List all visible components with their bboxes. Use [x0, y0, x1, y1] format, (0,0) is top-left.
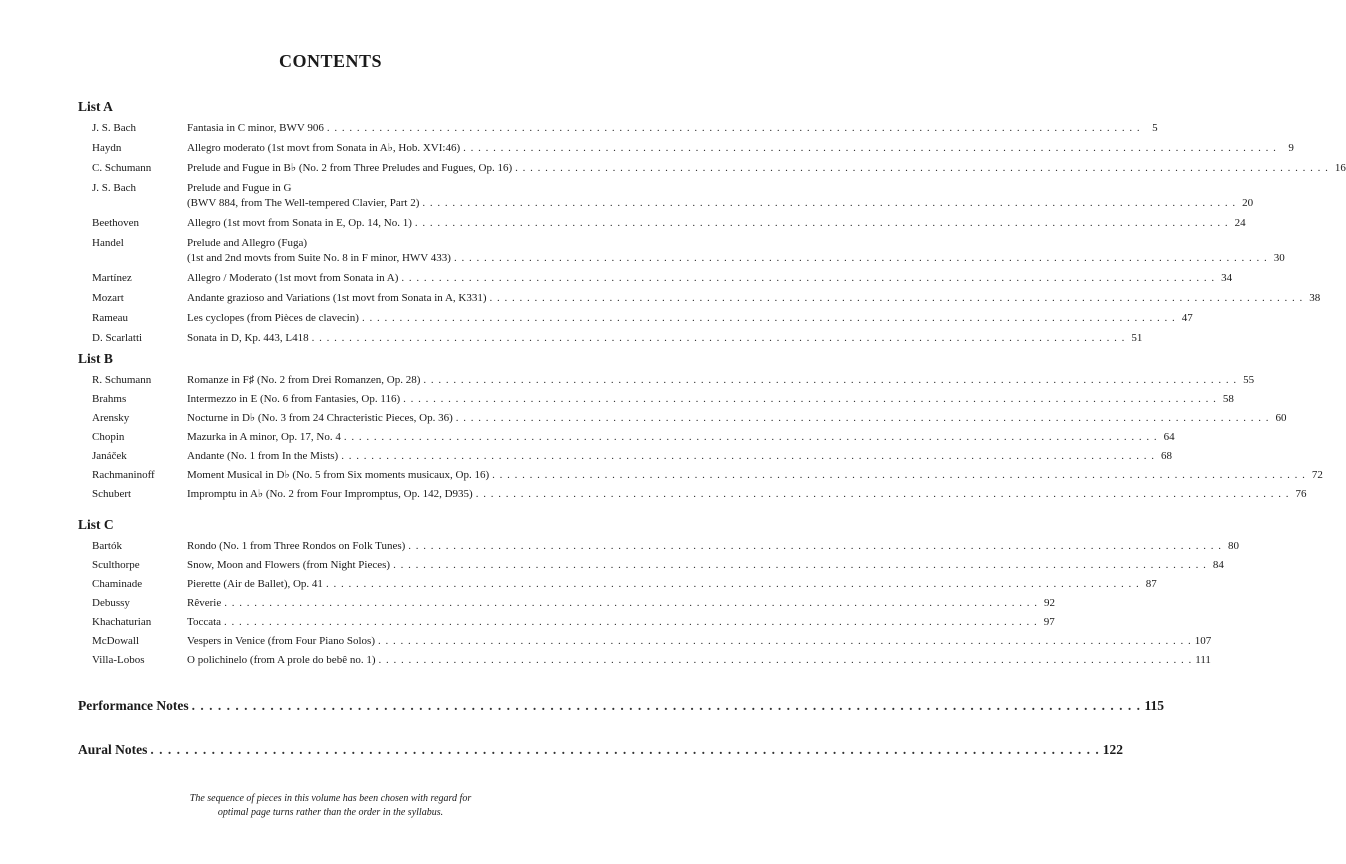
leader-dots	[338, 449, 1158, 464]
page-number: 30	[1273, 252, 1285, 264]
toc-entry	[78, 653, 1211, 668]
leader-dots	[376, 653, 1196, 668]
toc-entry	[78, 596, 1055, 611]
page-number: 58	[1222, 393, 1234, 405]
composer-name: C. Schumann	[92, 162, 152, 174]
toc-entry	[78, 291, 1321, 306]
leader-dots	[400, 392, 1220, 407]
leader-dots	[412, 216, 1232, 231]
work-title: Moment Musical in D♭ (No. 5 from Six moments musicaux, Op. 16)	[187, 469, 490, 481]
page-number: 5	[1152, 122, 1158, 134]
work-title: O polichinelo (from A prole do bebê no. 1)	[187, 654, 376, 666]
page-number: 76	[1295, 488, 1307, 500]
page-number: 72	[1311, 469, 1323, 481]
toc-entry	[78, 558, 1224, 573]
list-c-section	[78, 516, 1240, 668]
page-title: CONTENTS	[278, 51, 383, 71]
leader-dots	[512, 161, 1332, 176]
page-number: 80	[1228, 540, 1240, 552]
work-title: Sonata in D, Kp. 443, L418	[187, 332, 309, 344]
leader-dots	[420, 373, 1240, 388]
page-number: 84	[1212, 559, 1224, 571]
leader-dots	[405, 539, 1225, 554]
toc-entry	[78, 487, 1307, 502]
leader-dots	[390, 558, 1210, 573]
composer-name: Schubert	[92, 488, 132, 500]
work-title: Intermezzo in E (No. 6 from Fantasies, Op. 116)	[187, 393, 401, 405]
toc-entry	[78, 236, 1285, 266]
composer-name: R. Schumann	[92, 374, 152, 386]
toc-entry	[78, 430, 1175, 445]
work-subtitle: (1st and 2nd movts from Suite No. 8 in F minor, HWV 433)	[187, 252, 451, 264]
page-number: 24	[1234, 217, 1246, 229]
toc-entry	[78, 392, 1234, 407]
toc-entry	[78, 141, 1294, 156]
composer-name: Chopin	[92, 431, 125, 443]
work-title: Vespers in Venice (from Four Piano Solos)	[187, 635, 375, 647]
composer-name: J. S. Bach	[92, 182, 136, 194]
page-number: 64	[1163, 431, 1175, 443]
leader-dots	[221, 596, 1041, 611]
work-title: Andante (No. 1 from In the Mists)	[187, 450, 339, 462]
toc-entry	[78, 615, 1055, 630]
composer-name: Arensky	[92, 412, 130, 424]
leader-dots	[341, 430, 1161, 445]
work-title: Allegro (1st movt from Sonata in E, Op. 14, No. 1)	[187, 217, 412, 229]
work-title: Fantasia in C minor, BWV 906	[187, 122, 324, 134]
page-number: 16	[1334, 162, 1346, 174]
page-number: 38	[1309, 292, 1321, 304]
toc-entry	[78, 121, 1158, 136]
page-number: 87	[1145, 578, 1157, 590]
page-number: 111	[1195, 654, 1211, 666]
leader-dots	[147, 742, 1102, 758]
composer-name: Bartók	[92, 540, 122, 552]
composer-name: Mozart	[92, 292, 124, 304]
composer-name: Handel	[92, 237, 124, 249]
list-heading: List A	[78, 99, 113, 114]
toc-entry	[78, 373, 1255, 388]
work-title: Rêverie	[187, 597, 222, 609]
footnote-line: The sequence of pieces in this volume has been chosen with regard for	[189, 793, 472, 804]
work-subtitle: (BWV 884, from The Well-tempered Clavier, Part 2)	[187, 197, 420, 209]
composer-name: Martínez	[92, 272, 132, 284]
list-heading: List C	[78, 517, 114, 532]
work-title: Impromptu in A♭ (No. 2 from Four Impromptus, Op. 142, D935)	[187, 488, 473, 500]
toc-entry	[78, 411, 1287, 426]
composer-name: Beethoven	[92, 217, 140, 229]
composer-name: Brahms	[92, 393, 127, 405]
work-title: Les cyclopes (from Pièces de clavecin)	[187, 312, 359, 324]
toc-entry	[78, 216, 1246, 231]
composer-name: Chaminade	[92, 578, 143, 590]
toc-entry	[78, 577, 1157, 592]
toc-entry	[78, 539, 1240, 554]
performance-notes-label: Performance Notes	[78, 698, 189, 713]
page-number: 122	[1102, 742, 1123, 757]
leader-dots	[324, 121, 1144, 136]
leader-dots	[453, 411, 1273, 426]
toc-entry	[78, 331, 1143, 346]
toc-entry	[78, 449, 1172, 464]
footnote	[0, 792, 661, 820]
leader-dots	[419, 196, 1239, 211]
page-number: 55	[1243, 374, 1255, 386]
footnote-line: optimal page turns rather than the order in the syllabus.	[217, 807, 444, 818]
work-title: Prelude and Fugue in G	[187, 182, 292, 194]
leader-dots	[323, 577, 1143, 592]
composer-name: McDowall	[92, 635, 140, 647]
toc-entry	[78, 271, 1233, 286]
leader-dots	[189, 698, 1144, 714]
work-title: Snow, Moon and Flowers (from Night Pieces)	[187, 559, 391, 571]
toc-entry	[78, 468, 1323, 483]
leader-dots	[375, 634, 1195, 649]
aural-notes-entry	[78, 742, 1123, 758]
work-title: Prelude and Allegro (Fuga)	[187, 237, 308, 249]
work-title: Pierette (Air de Ballet), Op. 41	[187, 578, 323, 590]
leader-dots	[221, 615, 1041, 630]
work-title: Nocturne in D♭ (No. 3 from 24 Chracteristic Pieces, Op. 36)	[187, 412, 453, 424]
composer-name: Rameau	[92, 312, 129, 324]
leader-dots	[489, 468, 1309, 483]
work-title: Allegro moderato (1st movt from Sonata in A♭, Hob. XVI:46)	[187, 142, 461, 154]
leader-dots	[460, 141, 1280, 156]
work-title: Prelude and Fugue in B♭ (No. 2 from Three Preludes and Fugues, Op. 16)	[187, 162, 513, 174]
leader-dots	[487, 291, 1307, 306]
page-number: 9	[1288, 142, 1294, 154]
list-b-section	[78, 350, 1323, 502]
work-title: Toccata	[187, 616, 222, 628]
work-title: Allegro / Moderato (1st movt from Sonata in A)	[187, 272, 399, 284]
composer-name: Sculthorpe	[92, 559, 140, 571]
toc-entry	[78, 634, 1212, 649]
work-title: Mazurka in A minor, Op. 17, No. 4	[187, 431, 341, 443]
page-number: 47	[1181, 312, 1193, 324]
composer-name: Debussy	[92, 597, 130, 609]
page-number: 92	[1043, 597, 1055, 609]
work-title: Rondo (No. 1 from Three Rondos on Folk Tunes)	[187, 540, 406, 552]
aural-notes-label: Aural Notes	[78, 742, 148, 757]
list-a-section	[78, 98, 1346, 346]
page-number: 34	[1221, 272, 1233, 284]
page-number: 97	[1043, 616, 1055, 628]
page-number: 60	[1275, 412, 1287, 424]
list-heading: List B	[78, 351, 113, 366]
composer-name: J. S. Bach	[92, 122, 136, 134]
composer-name: Khachaturian	[92, 616, 152, 628]
work-title: Romanze in F♯ (No. 2 from Drei Romanzen, Op. 28)	[187, 374, 421, 386]
toc-entry	[78, 161, 1346, 176]
performance-notes-entry	[78, 698, 1164, 714]
leader-dots	[451, 251, 1271, 266]
page-number: 68	[1160, 450, 1172, 462]
leader-dots	[398, 271, 1218, 286]
leader-dots	[473, 487, 1293, 502]
page-number: 51	[1131, 332, 1143, 344]
page-number: 20	[1242, 197, 1254, 209]
composer-name: Haydn	[92, 142, 122, 154]
composer-name: D. Scarlatti	[92, 332, 143, 344]
toc-entry	[78, 311, 1193, 326]
page-number: 115	[1144, 698, 1164, 713]
work-title: Andante grazioso and Variations (1st movt from Sonata in A, K331)	[187, 292, 487, 304]
composer-name: Rachmaninoff	[92, 469, 155, 481]
composer-name: Janáček	[92, 450, 127, 462]
leader-dots	[309, 331, 1129, 346]
page-number: 107	[1194, 635, 1212, 647]
leader-dots	[359, 311, 1179, 326]
composer-name: Villa-Lobos	[92, 654, 145, 666]
toc-entry	[78, 181, 1254, 211]
